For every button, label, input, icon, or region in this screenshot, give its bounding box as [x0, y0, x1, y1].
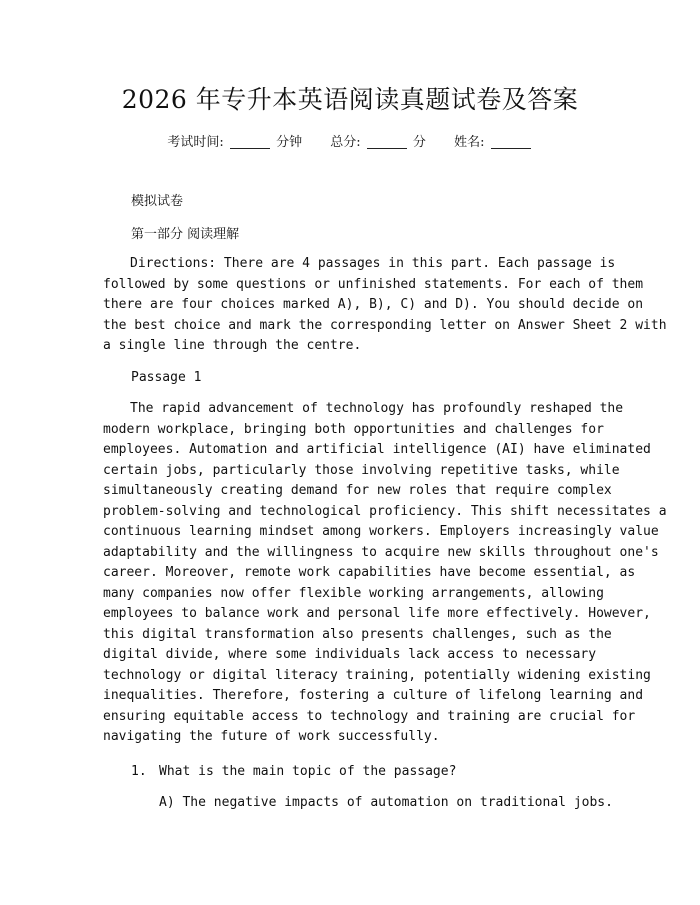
name-field	[454, 131, 533, 150]
score-blank	[367, 134, 407, 149]
passage-line: this digital transformation also presents challenges, such as the	[103, 626, 612, 642]
name-label: 姓名:	[454, 135, 485, 150]
passage-line: career. Moreover, remote work capabilities have become essential, as	[103, 565, 636, 580]
question-number: 1.	[131, 764, 147, 779]
exam-time-label: 考试时间:	[167, 135, 224, 150]
passage-line: problem-solving and technological proficiency. This shift necessitates a	[103, 503, 667, 519]
directions-line: Directions: There are 4 passages in this part. Each passage is	[130, 256, 616, 271]
exam-info-row	[0, 131, 700, 150]
passage-paragraph	[103, 399, 667, 748]
directions-line: followed by some questions or unfinished statements. For each of them	[103, 276, 644, 292]
directions-line: there are four choices marked A), B), C) and D). You should decide on	[103, 297, 644, 312]
passage-line: many companies now offer flexible working arrangements, allowing	[103, 585, 604, 601]
passage-line: certain jobs, particularly those involving repetitive tasks, while	[103, 462, 620, 478]
score-unit: 分	[412, 135, 426, 150]
score-label: 总分:	[330, 135, 361, 150]
passage-label: Passage 1	[131, 370, 202, 385]
name-blank	[491, 134, 531, 149]
part-label: 第一部分 阅读理解	[131, 227, 240, 242]
exam-time-blank	[230, 134, 270, 149]
directions-line: a single line through the centre.	[103, 338, 362, 353]
passage-line: inequalities. Therefore, fostering a culture of lifelong learning and	[103, 688, 644, 703]
passage-line: navigating the future of work successfully.	[103, 729, 440, 744]
passage-line: simultaneously creating demand for new roles that require complex	[103, 483, 612, 498]
page-title: 2026 年专升本英语阅读真题试卷及答案	[121, 85, 579, 114]
question-text: What is the main topic of the passage?	[159, 764, 457, 779]
section-label: 模拟试卷	[131, 194, 184, 209]
exam-time-unit: 分钟	[276, 135, 303, 150]
directions-line: the best choice and mark the corresponding letter on Answer Sheet 2 with	[103, 317, 667, 333]
answer-option-a: A) The negative impacts of automation on traditional jobs.	[159, 795, 613, 810]
passage-line: digital divide, where some individuals lack access to necessary	[103, 647, 597, 662]
passage-line: modern workplace, bringing both opportunities and challenges for	[103, 421, 604, 437]
passage-line: employees. Automation and artificial intelligence (AI) have eliminated	[103, 442, 651, 457]
passage-line: adaptability and the willingness to acquire new skills throughout one's	[103, 544, 659, 560]
directions-paragraph	[103, 254, 667, 357]
exam-time-field	[167, 131, 302, 150]
passage-line: ensuring equitable access to technology and training are crucial for	[103, 708, 636, 724]
passage-line: employees to balance work and personal life more effectively. However,	[103, 606, 651, 621]
passage-line: technology or digital literacy training, potentially widening existing	[103, 667, 651, 683]
score-field	[330, 131, 426, 150]
passage-line: The rapid advancement of technology has profoundly reshaped the	[130, 401, 624, 416]
passage-line: continuous learning mindset among workers. Employers increasingly value	[103, 524, 659, 539]
